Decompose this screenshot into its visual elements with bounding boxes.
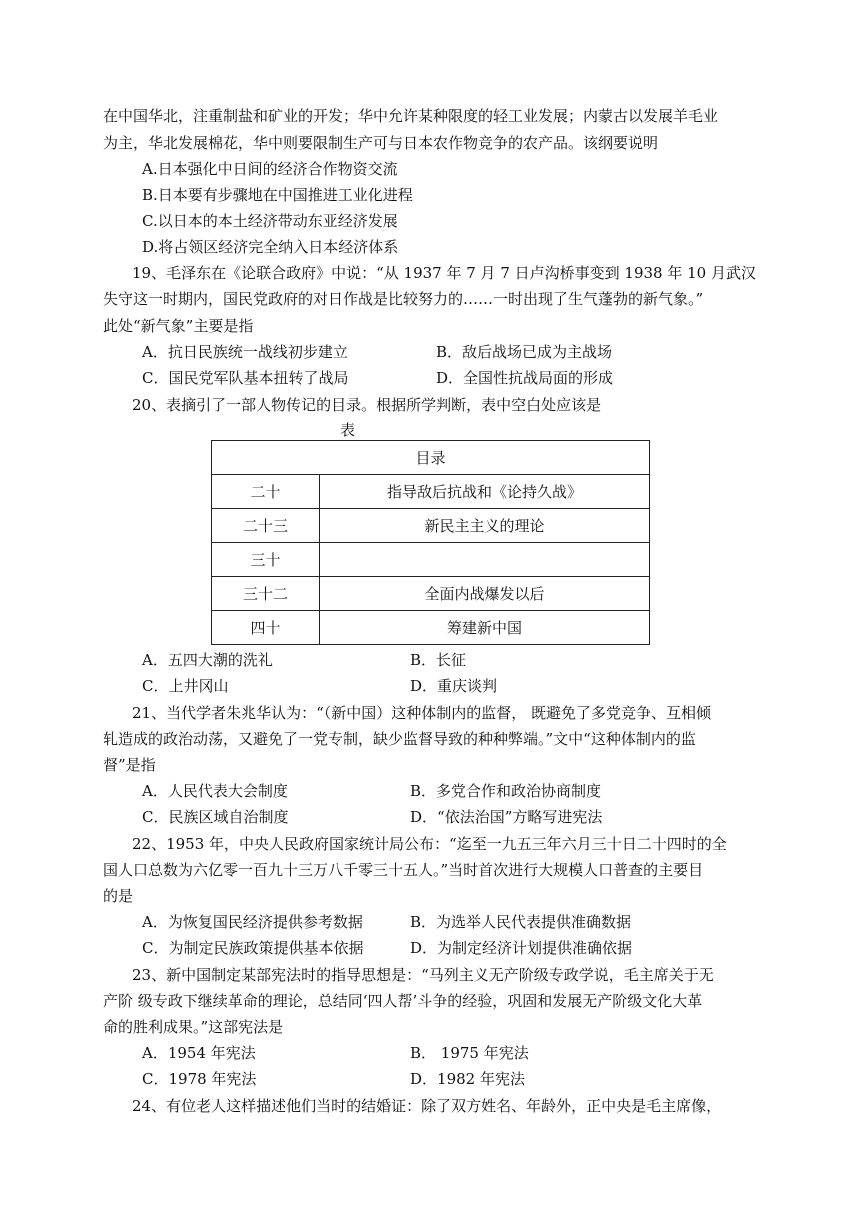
title-cell: 指导敌后抗战和《论持久战》 (320, 475, 650, 509)
intro-option-d: D.将占领区经济完全纳入日本经济体系 (142, 238, 399, 256)
q22-line-3: 的是 (103, 887, 134, 905)
table-row (212, 509, 650, 543)
table-header: 目录 (212, 441, 650, 475)
q23-option-b: B． 1975 年宪法 (410, 1044, 529, 1062)
table-row (212, 475, 650, 509)
chapter-cell: 二十三 (212, 509, 320, 543)
q21-line-3: 督”是指 (103, 756, 156, 774)
q19-line-3: 此处“新气象”主要是指 (103, 317, 254, 335)
table-row (212, 577, 650, 611)
chapter-cell: 三十 (212, 543, 320, 577)
q23-line-2: 产阶 级专政下继续革命的理论，总结同‘四人帮’斗争的经验，巩固和发展无产阶级文化大革 (103, 992, 703, 1010)
chapter-cell: 四十 (212, 611, 320, 645)
q21-line-1: 21、当代学者朱兆华认为：“（新中国）这种体制内的监督， 既避免了多党竞争、互相倾 (132, 704, 712, 722)
q20-option-a: A．五四大潮的洗礼 (142, 651, 273, 669)
intro-option-a: A.日本强化中日间的经济合作物资交流 (142, 160, 398, 178)
title-cell: 全面内战爆发以后 (320, 577, 650, 611)
q23-line-3: 命的胜利成果。”这部宪法是 (103, 1018, 284, 1036)
q23-line-1: 23、新中国制定某部宪法时的指导思想是：“马列主义无产阶级专政学说，毛主席关于无 (132, 966, 714, 984)
q21-option-b: B．多党合作和政治协商制度 (410, 782, 602, 800)
q24-line-1: 24、有位老人这样描述他们当时的结婚证：除了双方姓名、年龄外，正中央是毛主席像， (132, 1097, 722, 1115)
q23-option-c: C．1978 年宪法 (142, 1070, 257, 1088)
q23-option-a: A．1954 年宪法 (142, 1044, 256, 1062)
q19-line-2: 失守这一时期内，国民党政府的对日作战是比较努力的……一时出现了生气蓬勃的新气象。” (103, 290, 704, 308)
q19-option-b: B．敌后战场已成为主战场 (436, 343, 613, 361)
q23-option-d: D．1982 年宪法 (410, 1070, 525, 1088)
q21-option-a: A．人民代表大会制度 (142, 782, 288, 800)
q22-line-2: 国人口总数为六亿零一百九十三万八千零三十五人。”当时首次进行大规模人口普查的主要目 (103, 861, 704, 879)
q21-option-c: C．民族区域自治制度 (142, 808, 289, 826)
intro-option-c: C.以日本的本土经济带动东亚经济发展 (142, 212, 398, 230)
q21-line-2: 轧造成的政治动荡，又避免了一党专制，缺少监督导致的种种弊端。”文中“这种体制内的监 (103, 730, 696, 748)
q20-line-1: 20、表摘引了一部人物传记的目录。根据所学判断，表中空白处应该是 (132, 396, 602, 414)
table-caption: 表 (340, 421, 356, 439)
chapter-cell: 三十二 (212, 577, 320, 611)
intro-line-2: 为主，华北发展棉花，华中则要限制生产可与日本农作物竞争的农产品。该纲要说明 (103, 134, 659, 152)
q22-option-c: C．为制定民族政策提供基本依据 (142, 939, 364, 957)
q20-option-b: B．长征 (410, 651, 467, 669)
intro-option-b: B.日本要有步骤地在中国推进工业化进程 (142, 186, 413, 204)
q22-option-d: D．为制定经济计划提供准确依据 (410, 939, 633, 957)
q22-option-a: A．为恢复国民经济提供参考数据 (142, 913, 363, 931)
table-row (212, 611, 650, 645)
q22-option-b: B．为选举人民代表提供准确数据 (410, 913, 632, 931)
intro-line-1: 在中国华北，注重制盐和矿业的开发；华中允许某种限度的轻工业发展；内蒙古以发展羊毛业 (103, 107, 719, 125)
q20-option-d: D．重庆谈判 (410, 677, 498, 695)
blank-title-cell (320, 543, 650, 577)
title-cell: 新民主主义的理论 (320, 509, 650, 543)
q21-option-d: D．“依法治国”方略写进宪法 (410, 808, 603, 826)
q22-line-1: 22、1953 年，中央人民政府国家统计局公布：“迄至一九五三年六月三十日二十四时的全 (132, 835, 727, 853)
q19-line-1: 19、毛泽东在《论联合政府》中说：“从 1937 年 7 月 7 日卢沟桥事变到 1938 年 10 月武汉 (132, 264, 756, 282)
q20-option-c: C．上井冈山 (142, 677, 229, 695)
contents-table (211, 440, 650, 645)
table-row (212, 543, 650, 577)
q19-option-c: C．国民党军队基本扭转了战局 (142, 369, 349, 387)
chapter-cell: 二十 (212, 475, 320, 509)
q19-option-d: D．全国性抗战局面的形成 (436, 369, 614, 387)
q19-option-a: A．抗日民族统一战线初步建立 (142, 343, 348, 361)
title-cell: 筹建新中国 (320, 611, 650, 645)
